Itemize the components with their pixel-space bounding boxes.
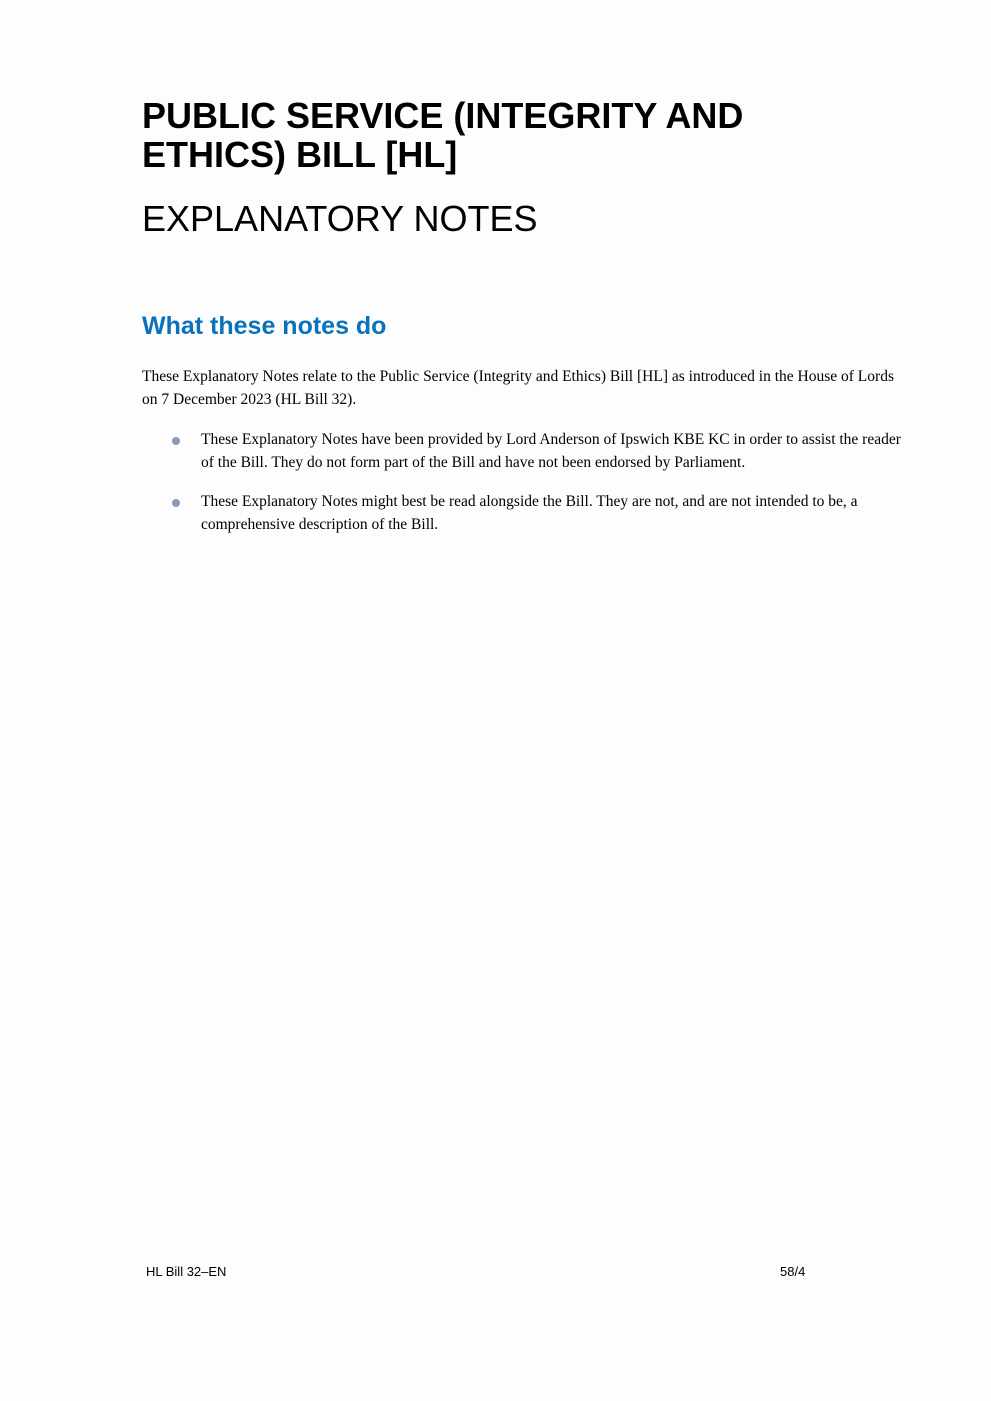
intro-paragraph: These Explanatory Notes relate to the Public Service (Integrity and Ethics) Bill [HL] as introduced in the House of Lords on 7 December 2023 (HL Bill 32). [142, 368, 894, 408]
bullet-icon [172, 437, 180, 445]
bullet-icon [172, 499, 180, 507]
bullet-item [142, 490, 912, 536]
document-subtitle: EXPLANATORY NOTES [142, 198, 538, 239]
bullet-text: These Explanatory Notes might best be read alongside the Bill. They are not, and are not intended to be, a comprehensive description of the Bill. [201, 493, 858, 533]
bullet-text: These Explanatory Notes have been provided by Lord Anderson of Ipswich KBE KC in order to assist the reader of the Bill. They do not form part of the Bill and have not been endorsed by Parliament. [201, 431, 901, 471]
bullet-list [142, 428, 912, 552]
footer-number: 58/4 [780, 1264, 806, 1279]
footer-reference: HL Bill 32–EN [146, 1264, 227, 1279]
section-heading: What these notes do [142, 312, 387, 340]
bullet-item [142, 428, 912, 474]
document-title: PUBLIC SERVICE (INTEGRITY AND ETHICS) BILL [HL] [142, 95, 744, 175]
